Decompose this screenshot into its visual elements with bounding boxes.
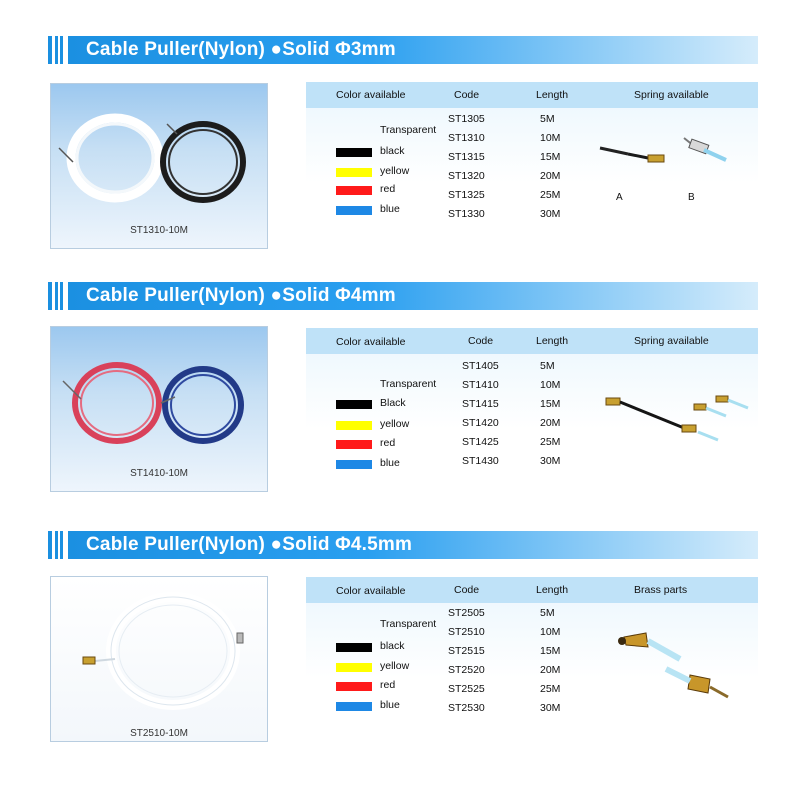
length-cell: 15M [540, 398, 561, 410]
header-length: Length [536, 89, 569, 101]
length-cell: 20M [540, 664, 561, 676]
table-header [306, 577, 758, 603]
code-cell: ST2525 [448, 683, 485, 695]
color-transparent: Transparent [380, 618, 437, 630]
code-cell: ST1415 [462, 398, 499, 410]
swatch-yellow [336, 663, 372, 672]
code-cell: ST1420 [462, 417, 499, 429]
header-color: Color available [336, 89, 406, 101]
color-label: black [380, 145, 405, 157]
length-cell: 30M [540, 455, 561, 467]
length-cell: 15M [540, 151, 561, 163]
header-code: Code [454, 89, 480, 101]
color-label: black [380, 640, 405, 652]
code-cell: ST2505 [448, 607, 485, 619]
section-banner [48, 282, 758, 310]
swatch-blue [336, 206, 372, 215]
swatch-black [336, 400, 372, 409]
code-cell: ST1405 [462, 360, 499, 372]
length-cell: 20M [540, 417, 561, 429]
color-label: red [380, 679, 396, 691]
code-cell: ST2515 [448, 645, 485, 657]
code-cell: ST1325 [448, 189, 485, 201]
color-label: red [380, 437, 396, 449]
swatch-blue [336, 702, 372, 711]
spring-parts-image [602, 388, 758, 448]
section-title: Cable Puller(Nylon) ●Solid Φ3mm [86, 39, 396, 60]
header-brass: Brass parts [634, 584, 688, 596]
photo-caption: ST1410-10M [130, 468, 188, 479]
spec-table [306, 82, 758, 250]
color-transparent: Transparent [380, 378, 437, 390]
code-cell: ST1320 [448, 170, 485, 182]
header-length: Length [536, 335, 569, 347]
swatch-blue [336, 460, 372, 469]
product-photo [50, 576, 268, 742]
color-label: Black [380, 397, 406, 409]
color-label: blue [380, 203, 400, 215]
color-label: blue [380, 699, 400, 711]
length-cell: 30M [540, 208, 561, 220]
swatch-red [336, 682, 372, 691]
swatch-red [336, 186, 372, 195]
color-label: blue [380, 457, 400, 469]
length-cell: 30M [540, 702, 561, 714]
product-photo [50, 83, 268, 249]
length-cell: 10M [540, 132, 561, 144]
header-code: Code [468, 335, 494, 347]
code-cell: ST1425 [462, 436, 499, 448]
table-header [306, 82, 758, 108]
swatch-red [336, 440, 372, 449]
length-cell: 10M [540, 379, 561, 391]
header-color: Color available [336, 336, 406, 348]
code-cell: ST1305 [448, 113, 485, 125]
photo-caption: ST1310-10M [130, 225, 188, 236]
section-banner [48, 531, 758, 559]
banner-stripes [48, 531, 74, 559]
header-spring: Spring available [634, 89, 709, 101]
length-cell: 25M [540, 189, 561, 201]
swatch-black [336, 643, 372, 652]
header-length: Length [536, 584, 569, 596]
length-cell: 25M [540, 436, 561, 448]
code-cell: ST2520 [448, 664, 485, 676]
banner-stripes [48, 282, 74, 310]
length-cell: 5M [540, 360, 555, 372]
code-cell: ST1430 [462, 455, 499, 467]
spring-parts-image [592, 130, 758, 180]
code-cell: ST1410 [462, 379, 499, 391]
header-color: Color available [336, 585, 406, 597]
code-cell: ST2530 [448, 702, 485, 714]
cable-coils-image [51, 84, 267, 248]
spec-table [306, 577, 758, 745]
product-photo [50, 326, 268, 492]
section-title: Cable Puller(Nylon) ●Solid Φ4.5mm [86, 534, 413, 555]
code-cell: ST1330 [448, 208, 485, 220]
part-label-b: B [688, 192, 695, 203]
color-label: yellow [380, 418, 410, 430]
length-cell: 5M [540, 607, 555, 619]
cable-coil-image [51, 577, 267, 741]
color-label: red [380, 183, 396, 195]
length-cell: 20M [540, 170, 561, 182]
brass-parts-image [606, 623, 746, 709]
cable-coils-image [51, 327, 267, 491]
spec-table [306, 328, 758, 496]
photo-caption: ST2510-10M [130, 728, 188, 739]
length-cell: 5M [540, 113, 555, 125]
length-cell: 25M [540, 683, 561, 695]
swatch-yellow [336, 168, 372, 177]
code-cell: ST2510 [448, 626, 485, 638]
swatch-yellow [336, 421, 372, 430]
length-cell: 15M [540, 645, 561, 657]
length-cell: 10M [540, 626, 561, 638]
table-header [306, 328, 758, 354]
code-cell: ST1315 [448, 151, 485, 163]
part-label-a: A [616, 192, 623, 203]
swatch-black [336, 148, 372, 157]
code-cell: ST1310 [448, 132, 485, 144]
section-title: Cable Puller(Nylon) ●Solid Φ4mm [86, 285, 396, 306]
color-label: yellow [380, 660, 410, 672]
banner-stripes [48, 36, 74, 64]
header-code: Code [454, 584, 480, 596]
header-spring: Spring available [634, 335, 709, 347]
color-label: yellow [380, 165, 410, 177]
section-banner [48, 36, 758, 64]
color-transparent: Transparent [380, 124, 437, 136]
